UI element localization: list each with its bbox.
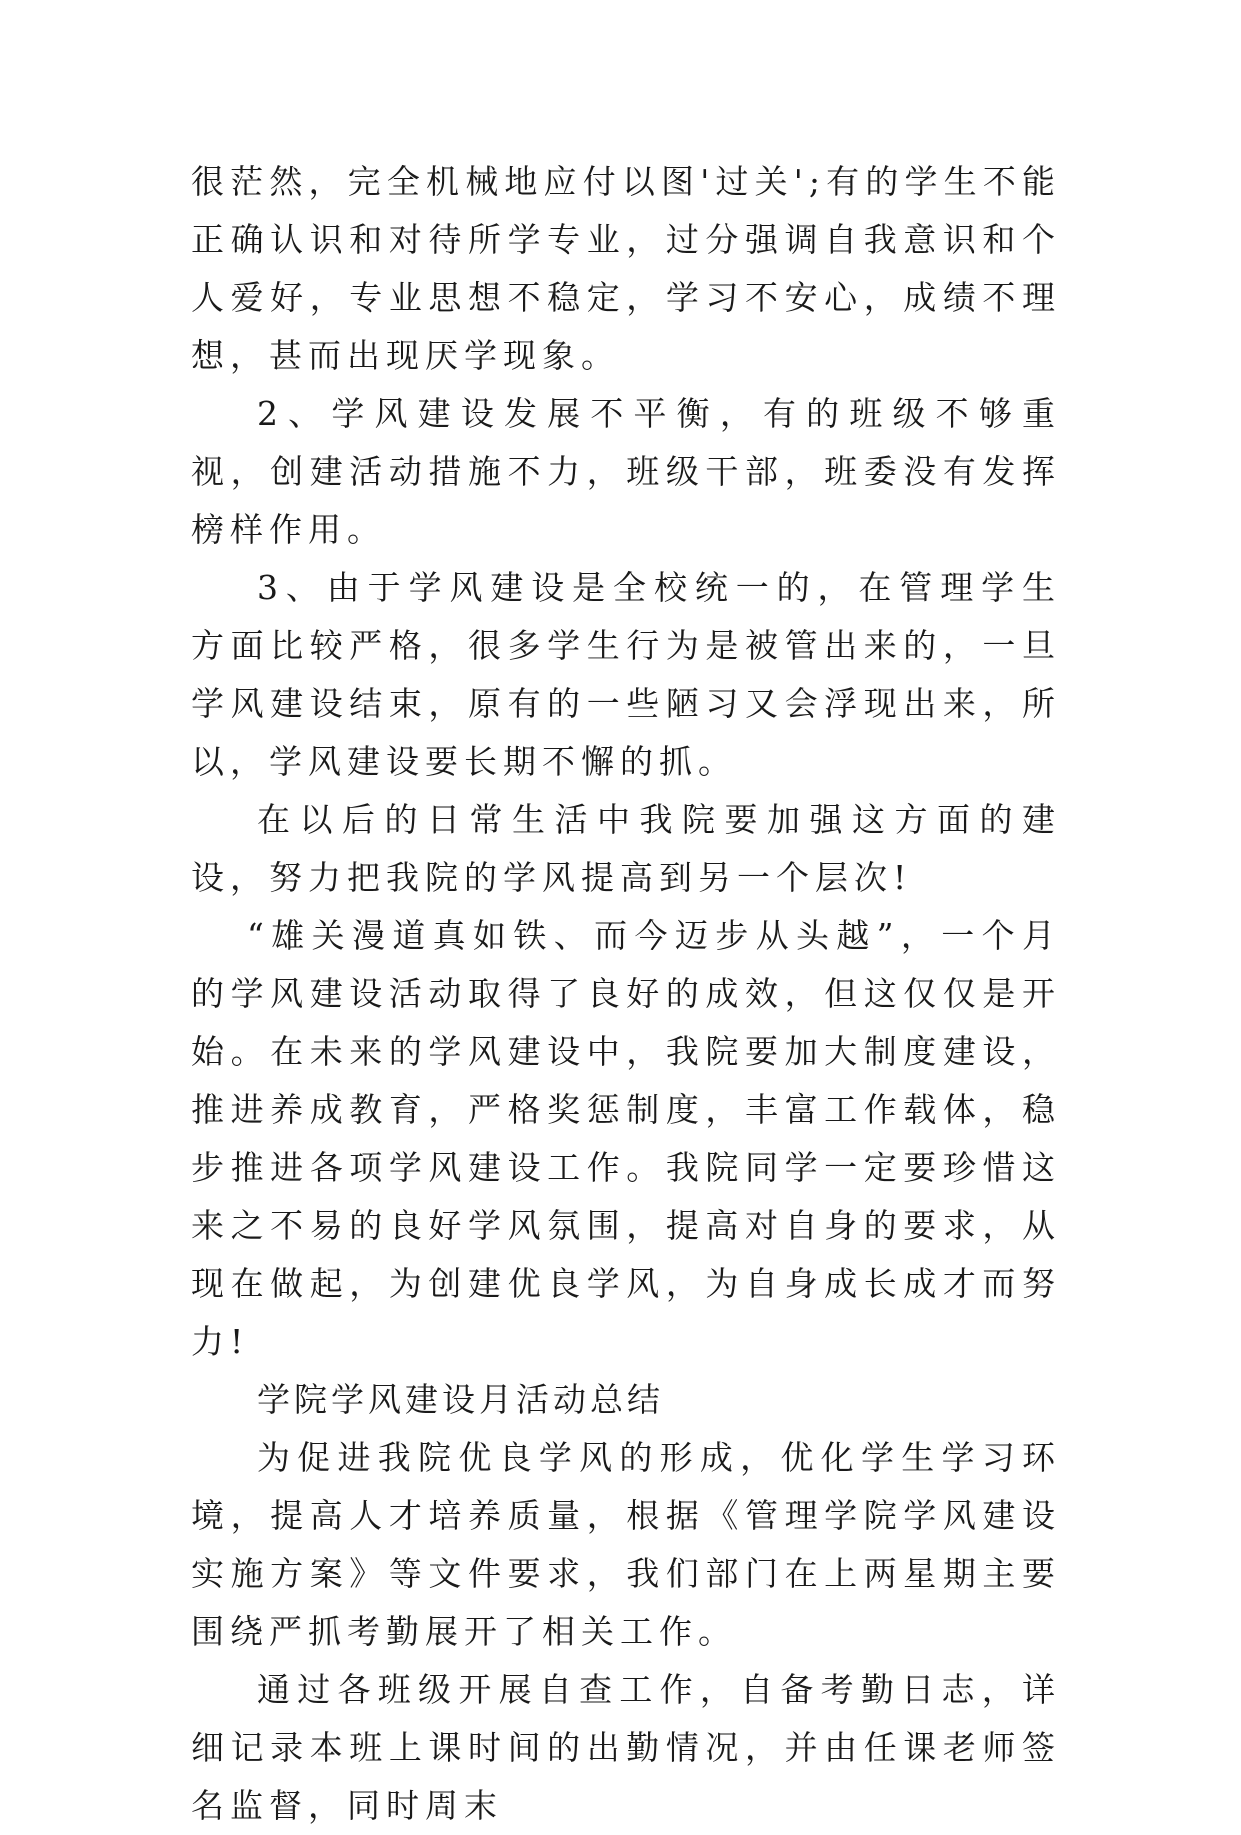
section-title: 学院学风建设月活动总结 [257, 1380, 664, 1419]
paragraph-intro: 为促进我院优良学风的形成，优化学生学习环境，提高人才培养质量，根据《管理学院学风建设实施方案》等文件要求，我们部门在上两星期主要围绕严抓考勤展开了相关工作。 [191, 1438, 1061, 1651]
document-body [191, 153, 1061, 1835]
paragraph-attendance: 通过各班级开展自查工作，自备考勤日志，详细记录本班上课时间的出勤情况，并由任课老师签名监督，同时周末 [191, 1670, 1061, 1825]
paragraph-quote-conclusion: “雄关漫道真如铁、而今迈步从头越”，一个月的学风建设活动取得了良好的成效，但这仅仅是开始。在未来的学风建设中，我院要加大制度建设，推进养成教育，严格奖惩制度，丰富工作载体，稳步推进各项学风建设工作。我院同学一定要珍惜这来之不易的良好学风氛围，提高对自身的要求，从现在做起，为创建优良学风，为自身成长成才而努力! [191, 916, 1061, 1361]
paragraph-point-3: 3、由于学风建设是全校统一的，在管理学生方面比较严格，很多学生行为是被管出来的，一旦学风建设结束，原有的一些陋习又会浮现出来，所以，学风建设要长期不懈的抓。 [191, 568, 1061, 781]
paragraph-point-2: 2、学风建设发展不平衡，有的班级不够重视，创建活动措施不力，班级干部，班委没有发挥榜样作用。 [191, 394, 1061, 549]
paragraph-future-plan: 在以后的日常生活中我院要加强这方面的建设，努力把我院的学风提高到另一个层次! [191, 800, 1061, 897]
paragraph-continued-problems: 很茫然，完全机械地应付以图'过关';有的学生不能正确认识和对待所学专业，过分强调自我意识和个人爱好，专业思想不稳定，学习不安心，成绩不理想，甚而出现厌学现象。 [191, 162, 1061, 375]
